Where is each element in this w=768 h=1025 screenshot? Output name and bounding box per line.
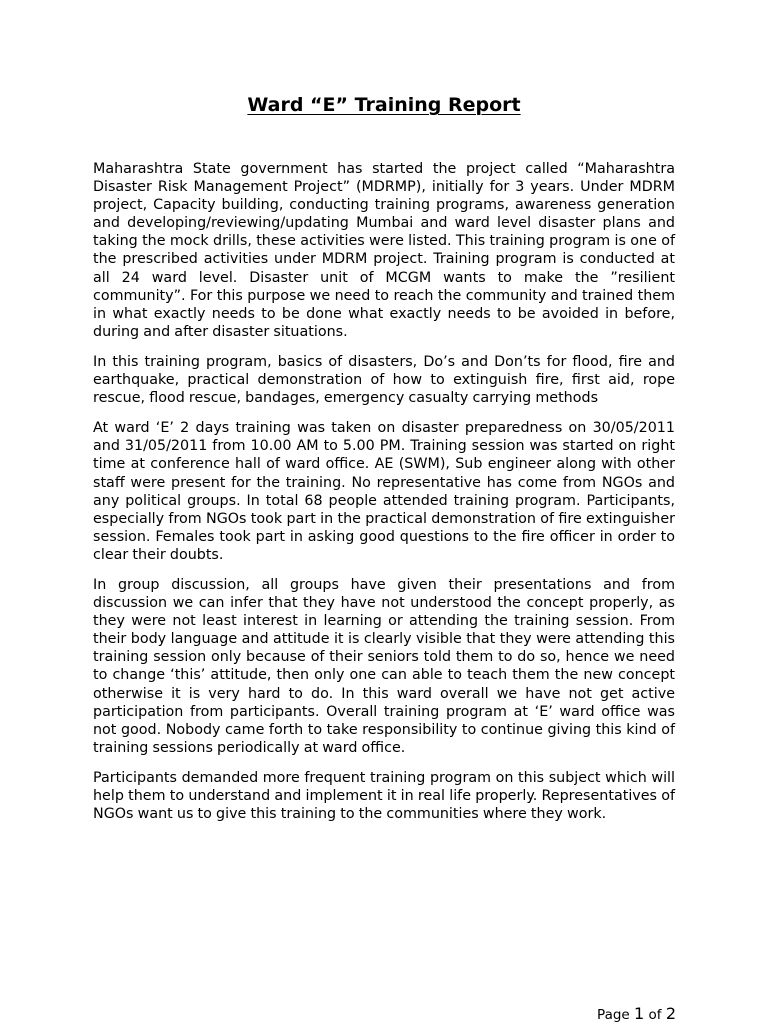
paragraph-intro: Maharashtra State government has started the project called “Maharashtra Disaster Risk Management Project” (MDRMP), initially for 3 years. Under MDRM project, Capacity building, conducting training programs, awareness generation and developing/reviewing/updating Mumbai and ward level disaster plans and taking the mock drills, these activities were listed. This training program is one of the prescribed activities under MDRM project. Training program is conducted at all 24 ward level. Disaster unit of MCGM wants to make the ”resilient community”. For this purpose we need to reach the community and trained them in what exactly needs to be done what exactly needs to be avoided in before, during and after disaster situations. — [93, 161, 675, 340]
report-title-text: Ward “E” Training Report — [247, 94, 521, 116]
paragraph-ward-training: At ward ‘E’ 2 days training was taken on disaster preparedness on 30/05/2011 and 31/05/2011 from 10.00 AM to 5.00 PM. Training session was started on right time at conference hall of ward office. AE (SWM), Sub engineer along with other staff were present for the training. No representative has come from NGOs and any political groups. In total 68 people attended training program. Participants, especially from NGOs took part in the practical demonstration of fire extinguisher session. Females took part in asking good questions to the fire officer in order to clear their doubts. — [93, 420, 675, 563]
report-body — [93, 160, 675, 835]
of-label: of — [648, 1007, 662, 1023]
report-title — [0, 92, 768, 118]
page-number-footer — [597, 1004, 676, 1025]
paragraph-group-discussion: In group discussion, all groups have given their presentations and from discussion we can infer that they have not understood the concept properly, as they were not least interest in learning or attending the training session. From their body language and attitude it is clearly visible that they were attending this training session only because of their seniors told them to do so, hence we need to change ‘this’ attitude, then only one can able to teach them the new concept otherwise it is very hard to do. In this ward overall we have not get active participation from participants. Overall training program at ‘E’ ward office was not good. Nobody came forth to take responsibility to continue giving this kind of training sessions periodically at ward office. — [93, 576, 675, 756]
paragraph-program-content: In this training program, basics of disasters, Do’s and Don’ts for flood, fire and earthquake, practical demonstration of how to extinguish fire, first aid, rope rescue, flood rescue, bandages, emergency casualty carrying methods — [93, 353, 675, 407]
paragraph-participant-demands: Participants demanded more frequent training program on this subject which will help them to understand and implement it in real life properly. Representatives of NGOs want us to give this training to the communities where they work. — [93, 769, 675, 823]
page-label: Page — [597, 1007, 630, 1023]
total-pages-number: 2 — [665, 1004, 676, 1023]
current-page-number: 1 — [634, 1004, 645, 1023]
